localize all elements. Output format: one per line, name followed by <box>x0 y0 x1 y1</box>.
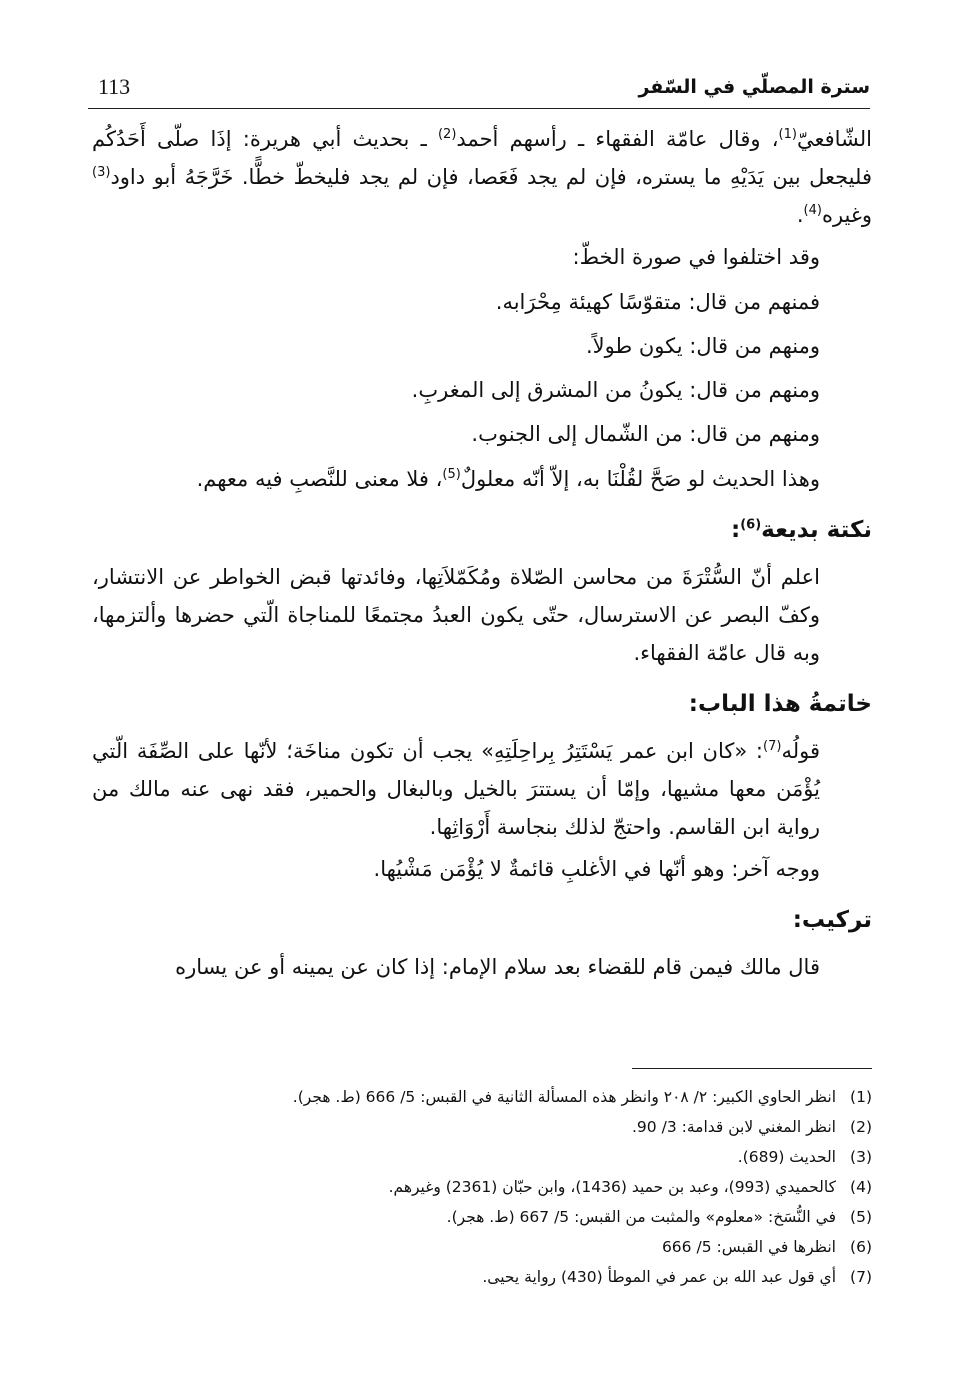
footnote-number: (1) <box>850 1088 872 1106</box>
footnote-text: كالحميدي (993)، وعبد بن حميد (1436)، وابن حبّان (2361) وغيرهم. <box>388 1178 836 1196</box>
footnote-number: (4) <box>850 1178 872 1196</box>
running-title: سترة المصلّي في السّفر <box>638 76 870 98</box>
opinions-list <box>92 280 872 456</box>
footnote-item <box>120 1112 872 1142</box>
footnote-number: (7) <box>850 1268 872 1286</box>
footnote-number: (6) <box>850 1238 872 1256</box>
paragraph-4: اعلم أنّ السُّتْرَةَ من محاسن الصّلاة ومُكَمّلاَتِها، وفائدتها قبض الخواطر عن الانتشار، وكفّ البصر عن الاسترسال، حتّى يكون العبدُ مجتمعًا للمناجاة الّتي حضرها وألتزمها، وبه قال عامّة الفقهاء. <box>92 565 820 665</box>
section-heading-tarkib: تركيب: <box>792 907 872 933</box>
footnote-item <box>120 1262 872 1292</box>
opinion-item: ومنهم من قال: من الشّمال إلى الجنوب. <box>471 422 820 446</box>
page-header <box>88 70 870 109</box>
paragraph-5: قولُه$^{(7)}$: «كان ابن عمر يَسْتَتِرُ بِراحِلَتِهِ» يجب أن تكون مناخَة؛ لأنّها على الصِّفَة الّتي يُؤْمَن معها مشيها، وإمّا أن يستترَ بالخيل وبالبغال والحمير، فقد نهى عنه مالك من رواية ابن القاسم. واحتجّ لذلك بنجاسة أَرْوَاثِها. <box>92 739 820 839</box>
footnote-item <box>120 1202 872 1232</box>
footnote-separator <box>632 1068 872 1069</box>
footnote-text: أي قول عبد الله بن عمر في الموطأ (430) رواية يحيى. <box>482 1268 836 1286</box>
page-number: 113 <box>98 74 131 99</box>
footnote-text: انظر الحاوي الكبير: ٢/ ٢٠٨ وانظر هذه المسألة الثانية في القبس: 5/ 666 (ط. هجر). <box>292 1088 836 1106</box>
footnote-text: في النُّسَخ: «معلوم» والمثبت من القبس: 5/ 667 (ط. هجر). <box>446 1208 836 1226</box>
paragraph-3: وهذا الحديث لو صَحَّ لقُلْنَا به، إلاّ أنّه معلولٌ$^{(5)}$، فلا معنى للنَّصبِ فيه معهم. <box>196 467 820 491</box>
footnote-ref-1[interactable]: (1) <box>778 127 797 142</box>
opinion-item: ومنهم من قال: يكونُ من المشرق إلى المغربِ. <box>411 378 820 402</box>
footnote-text: الحديث (689). <box>737 1148 836 1166</box>
opinion-item: ومنهم من قال: يكون طولاً. <box>585 334 820 358</box>
footnote-ref-6[interactable]: (6) <box>740 517 762 533</box>
footnote-ref-5[interactable]: (5) <box>442 467 461 482</box>
paragraph-2: وقد اختلفوا في صورة الخطّ: <box>572 245 820 269</box>
footnote-item <box>120 1082 872 1112</box>
paragraph-1: الشّافعيّ$^{(1)}$، وقال عامّة الفقهاء ـ رأسهم أحمد$^{(2)}$ ـ بحديث أبي هريرة: إذَا صلّى أَحَدُكُم فليجعل بين يَدَيْهِ ما يستره، فإن لم يجد فَعَصا، فإن لم يجد فليخطّ خطًّا. خَرَّجَهُ أبو داود$^{(3)}$ وغيره$^{(4)}$. <box>92 127 872 227</box>
footnote-item <box>120 1142 872 1172</box>
footnotes <box>120 1082 872 1292</box>
paragraph-6: ووجه آخر: وهو أنّها في الأغلبِ قائمةٌ لا يُؤْمَن مَشْيُها. <box>373 857 820 881</box>
footnote-number: (2) <box>850 1118 872 1136</box>
section-heading-nukta: نكتة بديعة$^{(6)}$: <box>730 517 872 543</box>
footnote-number: (3) <box>850 1148 872 1166</box>
footnote-text: انظر المغني لابن قدامة: 3/ 90. <box>631 1118 836 1136</box>
footnote-ref-7[interactable]: (7) <box>763 739 782 754</box>
footnote-ref-4[interactable]: (4) <box>803 203 822 218</box>
footnote-ref-3[interactable]: (3) <box>92 165 111 180</box>
footnote-number: (5) <box>850 1208 872 1226</box>
opinion-item: فمنهم من قال: متقوّسًا كهيئة مِحْرَابه. <box>495 290 820 314</box>
footnote-ref-2[interactable]: (2) <box>437 127 457 142</box>
main-text <box>92 120 872 990</box>
footnote-item <box>120 1172 872 1202</box>
paragraph-7: قال مالك فيمن قام للقضاء بعد سلام الإمام: إذا كان عن يمينه أو عن يساره <box>175 955 820 979</box>
footnote-item <box>120 1232 872 1262</box>
footnote-text: انظرها في القبس: 5/ 666 <box>661 1238 836 1256</box>
section-heading-khatima: خاتمةُ هذا الباب: <box>688 691 872 717</box>
